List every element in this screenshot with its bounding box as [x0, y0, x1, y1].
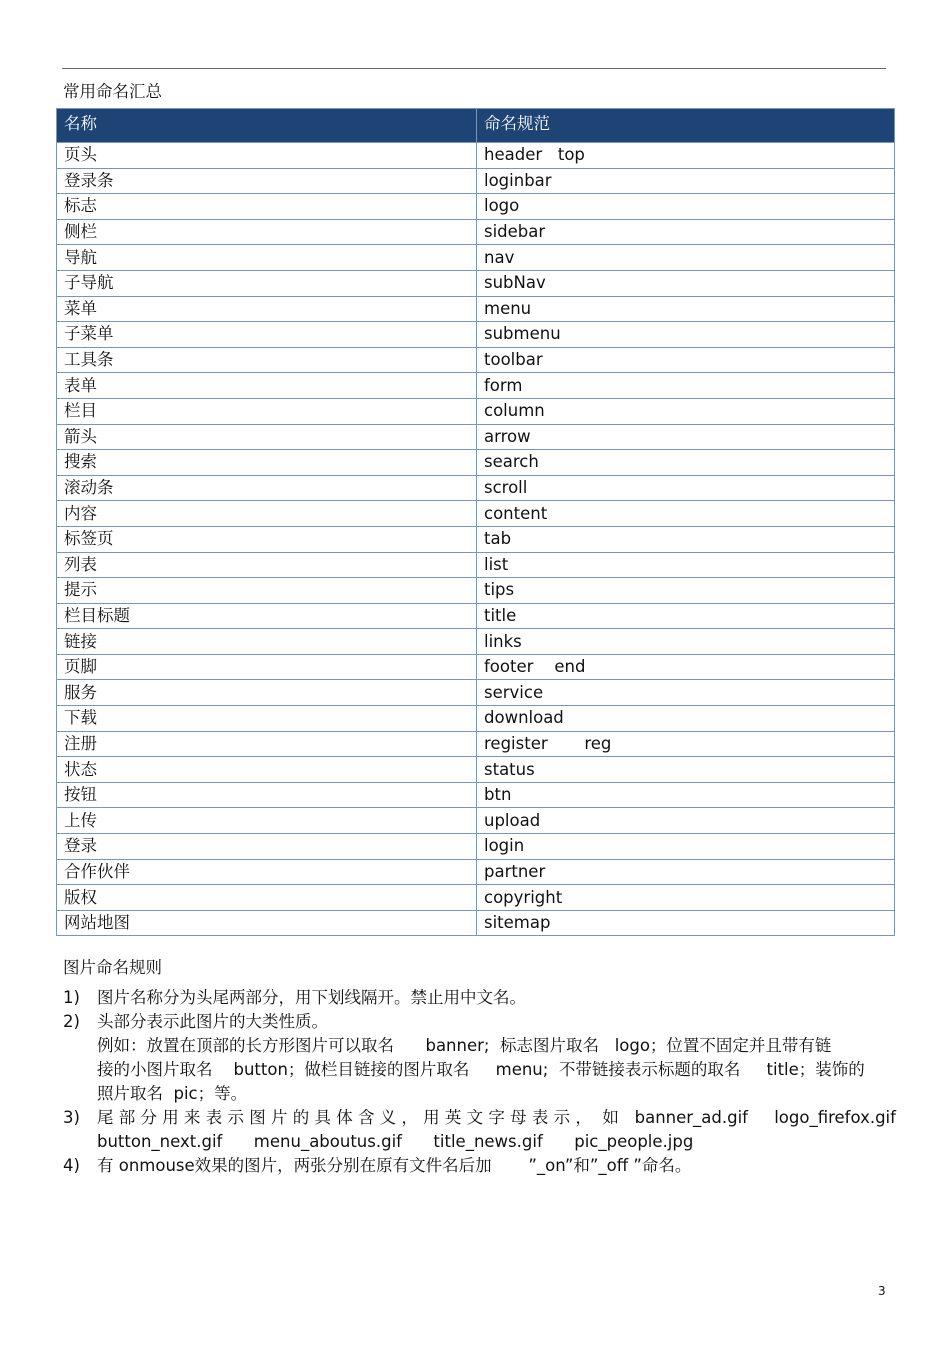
- cell-convention: subNav: [477, 270, 895, 296]
- table-row: [57, 245, 895, 271]
- cell-name: 页脚: [57, 654, 477, 680]
- cell-convention: scroll: [477, 475, 895, 501]
- header-name: 名称: [57, 109, 477, 143]
- cell-name: 提示: [57, 578, 477, 604]
- rule-line: 图片名称分为头尾两部分，用下划线隔开。禁止用中文名。: [97, 988, 526, 1007]
- cell-name: 标志: [57, 194, 477, 220]
- rule-number: 3): [63, 1108, 80, 1127]
- cell-convention: status: [477, 757, 895, 783]
- cell-convention: list: [477, 552, 895, 578]
- table-row: [57, 168, 895, 194]
- table-row: [57, 910, 895, 936]
- cell-convention: sitemap: [477, 910, 895, 936]
- table-row: [57, 373, 895, 399]
- rule-item: [63, 986, 885, 1010]
- cell-name: 页头: [57, 143, 477, 169]
- cell-convention: sidebar: [477, 219, 895, 245]
- cell-convention: copyright: [477, 885, 895, 911]
- cell-name: 上传: [57, 808, 477, 834]
- table-row: [57, 424, 895, 450]
- cell-name: 表单: [57, 373, 477, 399]
- rule-line: 接的小图片取名 button；做栏目链接的图片取名 menu; 不带链接表示标题的取名 title；装饰的: [97, 1060, 865, 1079]
- table-row: [57, 834, 895, 860]
- rule-line: button_next.gif menu_aboutus.gif title_news.gif pic_people.jpg: [97, 1132, 694, 1151]
- cell-convention: header top: [477, 143, 895, 169]
- cell-convention: btn: [477, 782, 895, 808]
- image-rules-title: 图片命名规则: [63, 958, 162, 977]
- image-rules-list: [63, 986, 896, 1178]
- cell-convention: links: [477, 629, 895, 655]
- table-row: [57, 680, 895, 706]
- cell-convention: search: [477, 450, 895, 476]
- cell-convention: submenu: [477, 322, 895, 348]
- table-row: [57, 296, 895, 322]
- table-row: [57, 347, 895, 373]
- table-row: [57, 526, 895, 552]
- cell-convention: tab: [477, 526, 895, 552]
- cell-name: 合作伙伴: [57, 859, 477, 885]
- cell-convention: title: [477, 603, 895, 629]
- rule-line: 照片取名 pic；等。: [97, 1084, 248, 1103]
- table-row: [57, 629, 895, 655]
- cell-name: 栏目标题: [57, 603, 477, 629]
- cell-convention: service: [477, 680, 895, 706]
- cell-name: 按钮: [57, 782, 477, 808]
- cell-name: 侧栏: [57, 219, 477, 245]
- table-row: [57, 270, 895, 296]
- cell-name: 工具条: [57, 347, 477, 373]
- cell-name: 服务: [57, 680, 477, 706]
- table-row: [57, 757, 895, 783]
- cell-name: 箭头: [57, 424, 477, 450]
- cell-name: 链接: [57, 629, 477, 655]
- rule-item: [63, 1154, 885, 1178]
- rule-item: [63, 1106, 896, 1154]
- table-row: [57, 654, 895, 680]
- table-row: [57, 578, 895, 604]
- cell-name: 列表: [57, 552, 477, 578]
- cell-convention: tips: [477, 578, 895, 604]
- cell-name: 登录: [57, 834, 477, 860]
- cell-convention: footer end: [477, 654, 895, 680]
- table-row: [57, 450, 895, 476]
- cell-convention: content: [477, 501, 895, 527]
- cell-name: 子菜单: [57, 322, 477, 348]
- rule-line: 例如：放置在顶部的长方形图片可以取名 banner; 标志图片取名 logo；位置不固定并且带有链: [97, 1036, 832, 1055]
- cell-name: 网站地图: [57, 910, 477, 936]
- cell-convention: upload: [477, 808, 895, 834]
- cell-name: 下载: [57, 706, 477, 732]
- table-row: [57, 706, 895, 732]
- page-number: 3: [878, 1284, 886, 1298]
- rule-number: 1): [63, 988, 80, 1007]
- table-row: [57, 885, 895, 911]
- rule-line: 有 onmouse效果的图片，两张分别在原有文件名后加 ”_on”和”_off ”命名。: [97, 1156, 692, 1175]
- cell-convention: logo: [477, 194, 895, 220]
- cell-name: 版权: [57, 885, 477, 911]
- top-rule: [62, 68, 886, 69]
- table-row: [57, 219, 895, 245]
- table-body: [57, 143, 895, 936]
- cell-name: 注册: [57, 731, 477, 757]
- table-row: [57, 859, 895, 885]
- cell-convention: partner: [477, 859, 895, 885]
- rule-number: 2): [63, 1012, 80, 1031]
- table-row: [57, 475, 895, 501]
- cell-name: 内容: [57, 501, 477, 527]
- rule-line: 头部分表示此图片的大类性质。: [97, 1012, 328, 1031]
- cell-convention: form: [477, 373, 895, 399]
- cell-name: 登录条: [57, 168, 477, 194]
- table-row: [57, 808, 895, 834]
- table-header-row: [57, 109, 895, 143]
- cell-convention: arrow: [477, 424, 895, 450]
- table-row: [57, 143, 895, 169]
- cell-convention: nav: [477, 245, 895, 271]
- table-row: [57, 194, 895, 220]
- rule-item: [63, 1010, 885, 1106]
- table-row: [57, 603, 895, 629]
- rule-number: 4): [63, 1156, 80, 1175]
- cell-name: 导航: [57, 245, 477, 271]
- cell-name: 状态: [57, 757, 477, 783]
- cell-convention: download: [477, 706, 895, 732]
- table-row: [57, 782, 895, 808]
- naming-table: [56, 108, 895, 936]
- table-row: [57, 322, 895, 348]
- cell-name: 标签页: [57, 526, 477, 552]
- section-title: 常用命名汇总: [63, 82, 162, 101]
- table-row: [57, 552, 895, 578]
- cell-name: 搜索: [57, 450, 477, 476]
- cell-name: 子导航: [57, 270, 477, 296]
- cell-convention: toolbar: [477, 347, 895, 373]
- table-row: [57, 398, 895, 424]
- cell-name: 菜单: [57, 296, 477, 322]
- cell-convention: login: [477, 834, 895, 860]
- cell-name: 栏目: [57, 398, 477, 424]
- rule-line: 尾 部 分 用 来 表 示 图 片 的 具 体 含 义 ， 用 英 文 字 母 表 示 ， 如 banner_ad.gif logo_firefox.gif: [97, 1108, 896, 1127]
- cell-convention: column: [477, 398, 895, 424]
- cell-convention: register reg: [477, 731, 895, 757]
- header-convention: 命名规范: [477, 109, 895, 143]
- table-row: [57, 731, 895, 757]
- cell-convention: loginbar: [477, 168, 895, 194]
- table-row: [57, 501, 895, 527]
- cell-name: 滚动条: [57, 475, 477, 501]
- cell-convention: menu: [477, 296, 895, 322]
